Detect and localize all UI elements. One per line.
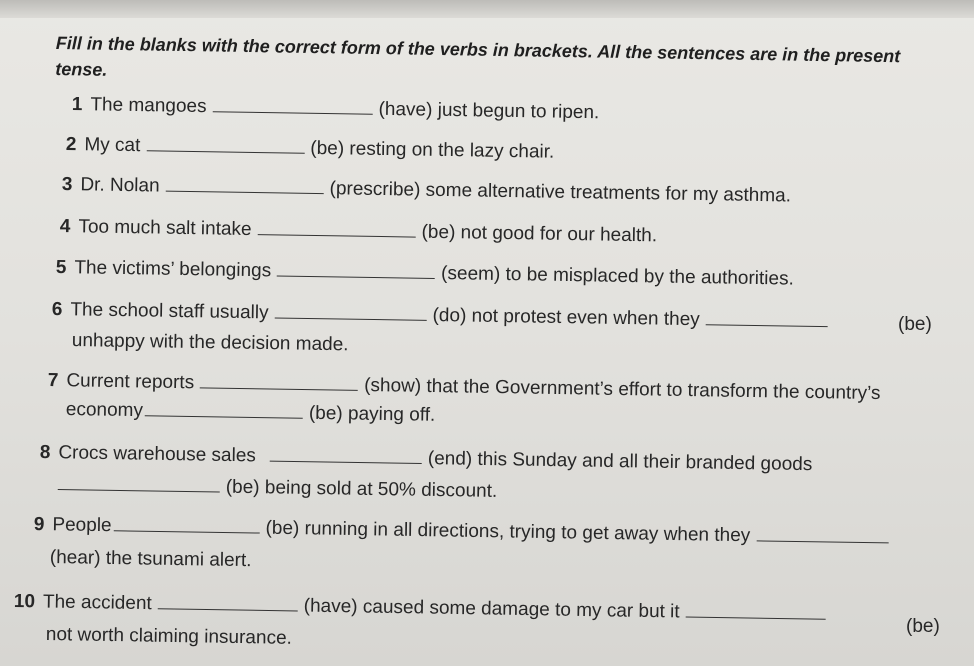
exercise-item-9 [34,514,895,550]
item-10-continuation: not worth claiming insurance. [45,624,293,649]
answer-blank[interactable] [277,261,435,278]
item-text-start: People [52,514,112,537]
answer-blank[interactable] [158,594,298,611]
answer-blank[interactable] [145,401,303,418]
item-number: 2 [65,134,77,156]
item-6-verb-hint: (be) [898,314,932,335]
item-text-start: The school staff usually [70,299,269,324]
item-text-end: (end) this Sunday and all their branded goods [427,448,813,476]
item-text-end: (show) that the Government’s effort to transform the country’s [363,374,881,405]
item-10-verb-hint: (be) [906,616,940,637]
item-text-end: (seem) to be misplaced by the authorities. [440,263,795,290]
item-number: 4 [59,216,71,238]
page-top-edge [0,0,974,18]
item-number: 1 [71,94,83,116]
item-text-middle: (have) caused some damage to my car but it [303,595,680,623]
item-number: 9 [33,514,45,536]
item-9-continuation: (hear) the tsunami alert. [49,547,252,572]
answer-blank[interactable] [706,310,828,327]
answer-blank[interactable] [166,177,324,194]
item-text-start: Too much salt intake [78,216,252,241]
answer-blank[interactable] [258,220,416,237]
answer-blank[interactable] [113,516,259,533]
exercise-item-2 [66,134,555,164]
item-text-end: (be) being sold at 50% discount. [225,476,498,502]
item-text-end: (be) running in all directions, trying to get away when they [265,517,751,547]
item-text-start: The mangoes [90,94,207,118]
item-text-middle: (do) not protest even when they [432,304,700,331]
answer-blank[interactable] [58,475,220,493]
item-8-continuation [58,474,498,503]
item-text-end: (be) paying off. [308,402,436,426]
item-number: 10 [13,591,36,613]
item-text-end: (be) resting on the lazy chair. [310,137,555,163]
answer-blank[interactable] [270,447,422,464]
item-text-start: My cat [84,134,141,157]
exercise-item-5 [56,257,794,291]
exercise-item-1 [72,94,600,124]
item-number: 5 [55,257,67,279]
answer-blank[interactable] [756,526,888,543]
item-text-start: The victims’ belongings [74,257,272,282]
item-text-start: Dr. Nolan [80,174,160,197]
exercise-item-4 [60,216,658,247]
answer-blank[interactable] [686,603,826,620]
item-number: 3 [61,174,73,196]
exercise-item-3 [62,174,791,207]
item-number: 8 [39,442,51,464]
answer-blank[interactable] [200,373,358,390]
item-text-end: (have) just begun to ripen. [378,98,600,124]
item-text-start: Current reports [66,370,195,394]
item-7-continuation [66,399,436,427]
answer-blank[interactable] [212,97,372,115]
item-text-end: (be) not good for our health. [421,221,658,247]
item-text-start: Crocs warehouse sales [58,442,257,467]
exercise-item-10 [14,591,832,626]
answer-blank[interactable] [275,303,427,320]
item-6-continuation: unhappy with the decision made. [71,330,349,356]
answer-blank[interactable] [146,136,304,153]
item-text-start: economy [65,399,144,422]
exercise-item-6 [52,299,834,333]
item-text-start: The accident [42,591,152,615]
exercise-item-8 [40,442,813,476]
item-number: 6 [51,299,63,321]
instructions-text: Fill in the blanks with the correct form of the verbs in brackets. All the sentences are in the present tense. [55,32,901,80]
item-text-end: (prescribe) some alternative treatments for my asthma. [329,178,792,207]
item-number: 7 [47,370,59,392]
